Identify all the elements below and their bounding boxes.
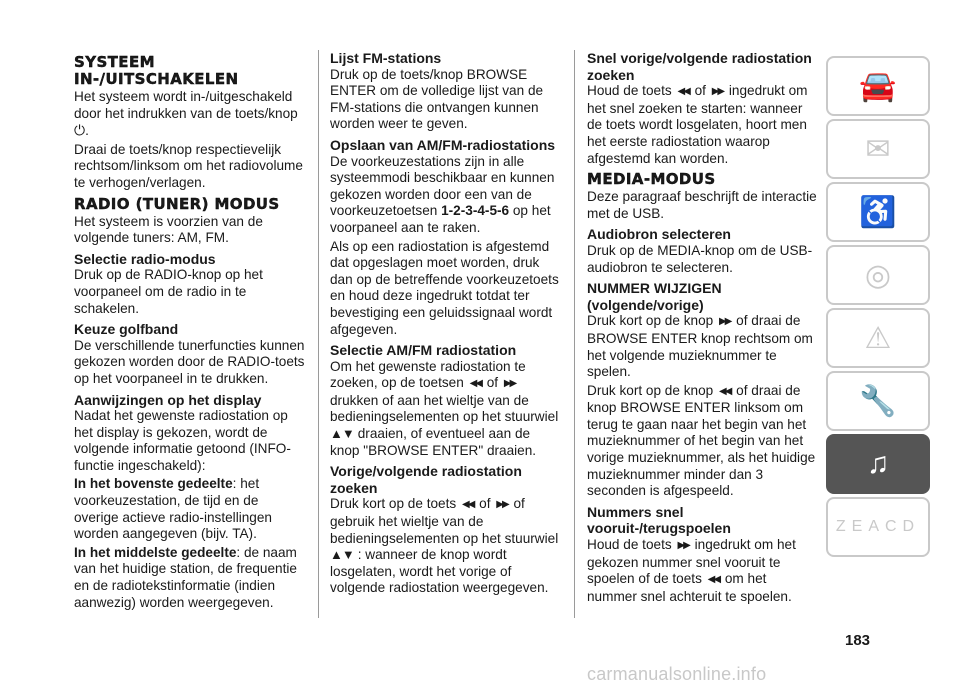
- tab-maintenance[interactable]: [826, 371, 930, 431]
- column-2: [330, 50, 562, 599]
- tab-emergency[interactable]: [826, 308, 930, 368]
- previous-track-icon: ◀◀: [469, 378, 481, 390]
- para-middelste: In het middelste gedeelte: de naam van het huidige station, de frequentie en de radiotekstinformatie (indien aanwezig) worden weergegeven.: [74, 544, 297, 610]
- previous-track-icon: ◀◀: [718, 385, 731, 397]
- para-nummer-2: Druk kort op de knop ◀◀ of draai de knop BROWSE ENTER linksom om terug te gaan naar het begin van het muzieknummer of het begin van het vorige muzieknummer, als het huidige muzieknummer minder dan 3 seconden is afgespeeld.: [587, 382, 816, 499]
- para-nummer-1: Druk kort op de knop ▶▶ of draai de BROWSE ENTER knop rechtsom om het volgende muzieknummer te spelen.: [587, 313, 813, 380]
- para-media: Deze paragraaf beschrijft de interactie met de USB.: [587, 189, 817, 221]
- heading-snel-spoelen: Nummers snel vooruit-/terugspoelen: [587, 503, 731, 537]
- para-snel-spoelen: Houd de toets ▶▶ ingedrukt om het gekozen nummer snel vooruit te spoelen of de toets ◀◀ om het nummer snel achteruit te spoelen.: [587, 537, 796, 604]
- tab-safety[interactable]: [826, 182, 930, 242]
- previous-track-icon: ◀◀: [677, 86, 689, 98]
- next-track-icon: ▶▶: [677, 540, 689, 552]
- heading-selectie-amfm: Selectie AM/FM radiostation: [330, 342, 517, 359]
- heading-opslaan: Opslaan van AM/FM-radiostations: [330, 136, 556, 153]
- heading-radio: RADIO (TUNER) MODUS: [74, 194, 280, 213]
- heading-snel: Snel vorige/volgende radiostation zoeken: [587, 50, 812, 83]
- heading-lijst: Lijst FM-stations: [330, 50, 442, 66]
- page-number: 183: [845, 632, 871, 649]
- heading-keuze: Keuze golfband: [74, 321, 179, 338]
- safety-airbag-icon: ♿: [859, 195, 897, 229]
- heading-aanwijzingen: Aanwijzingen op het display: [74, 391, 262, 408]
- column-3: [587, 50, 819, 607]
- tab-driving[interactable]: [826, 245, 930, 305]
- heading-selectie: Selectie radio-modus: [74, 250, 216, 267]
- column-divider: [318, 50, 319, 618]
- para-snel: Houd de toets ◀◀ of ▶▶ ingedrukt om het snel zoeken te starten: wanneer de toets wordt losgelaten, hoort men het eerste radiostation waarop afgestemd kan worden.: [587, 83, 808, 166]
- heading-systeem: SYSTEEM IN-/UITSCHAKELEN: [74, 53, 239, 88]
- up-down-arrows-icon: ▲▼: [330, 426, 354, 442]
- para-bovenste: In het bovenste gedeelte: het voorkeuzestation, de tijd en de overige actieve radio-instellingen worden aangegeven (bijv. TA).: [74, 476, 272, 542]
- tab-multimedia[interactable]: [826, 434, 930, 494]
- hazard-triangle-icon: ⚠: [864, 321, 892, 355]
- heading-media: MEDIA-MODUS: [587, 170, 716, 189]
- para-opslaan-2: Als op een radiostation is afgestemd dat opgeslagen moet worden, druk dan op de betreffende voorkeuzetoets en houd deze ingedrukt totdat ter bevestiging een geluidssignaal wordt afgegeven.: [330, 238, 559, 337]
- para-volume: Draai de toets/knop respectievelijk rechtsom/linksom om het radiovolume te verhogen/verlagen.: [74, 141, 303, 190]
- wrench-car-icon: 🔧: [859, 384, 897, 418]
- para-systeem: Het systeem wordt in-/uitgeschakeld door het indrukken van de toets/knop ⏻.: [74, 89, 298, 139]
- multimedia-icon: ♫: [866, 447, 890, 480]
- para-audiobron: Druk op de MEDIA-knop om de USB-audiobron te selecteren.: [587, 242, 813, 275]
- column-divider: [574, 50, 575, 618]
- chapter-tabs: [826, 56, 934, 560]
- up-down-arrows-icon: ▲▼: [330, 547, 354, 563]
- next-track-icon: ▶▶: [718, 316, 731, 328]
- para-selectie-amfm: Om het gewenste radiostation te zoeken, op de toetsen ◀◀ of ▶▶ drukken of aan het wieltje van de bedieningselementen op het stuurwiel ▲▼ draaien, of eventueel aan de knop "BROWSE ENTER" draaien.: [330, 358, 559, 458]
- para-opslaan: De voorkeuzestations zijn in alle systeemmodi beschikbaar en kunnen gekozen worden door een van de voorkeuzetoetsen 1-2-3-4-5-6 op het voorpaneel aan te raken.: [330, 153, 555, 235]
- steering-wheel-icon: ◎: [864, 258, 892, 292]
- watermark: carmanualsonline.info: [587, 664, 767, 684]
- para-vorige: Druk kort op de toets ◀◀ of ▶▶ of gebruik het wieltje van de bedieningselementen op het stuurwiel ▲▼ : wanneer de knop wordt losgelaten, wordt het vorige of volgende radiostation weergegeven.: [330, 496, 559, 596]
- previous-track-icon: ◀◀: [461, 499, 474, 511]
- para-selectie: Druk op de RADIO-knop op het voorpaneel om de radio in te schakelen.: [74, 267, 263, 316]
- dashboard-car-icon: 🚘: [859, 69, 897, 103]
- para-radio: Het systeem is voorzien van de volgende tuners: AM, FM.: [74, 213, 263, 246]
- index-alphabet-icon: ZEACD: [835, 518, 921, 535]
- heading-nummer-wijzigen: NUMMER WIJZIGEN (volgende/vorige): [587, 280, 722, 313]
- tab-index[interactable]: [826, 497, 930, 557]
- tab-dashboard[interactable]: [826, 56, 930, 116]
- para-aanwijzingen: Nadat het gewenste radiostation op het display is gekozen, wordt de volgende informatie getoond (INFO-functie ingeschakeld):: [74, 408, 291, 473]
- warning-light-icon: ✉: [865, 132, 891, 166]
- heading-vorige: Vorige/volgende radiostation zoeken: [330, 463, 522, 496]
- previous-track-icon: ◀◀: [707, 574, 720, 586]
- next-track-icon: ▶▶: [711, 86, 724, 98]
- column-1: [74, 50, 306, 613]
- para-lijst: Druk op de toets/knop BROWSE ENTER om de volledige lijst van de FM-stations die ontvangen kunnen worden weer te geven.: [330, 66, 544, 132]
- para-keuze: De verschillende tunerfuncties kunnen gekozen worden door de RADIO-toets op het voorpaneel in te drukken.: [74, 337, 305, 386]
- next-track-icon: ▶▶: [496, 499, 508, 511]
- tab-warning-lights[interactable]: [826, 119, 930, 179]
- heading-audiobron: Audiobron selecteren: [587, 226, 731, 243]
- power-icon: ⏻: [74, 122, 86, 139]
- next-track-icon: ▶▶: [503, 378, 516, 390]
